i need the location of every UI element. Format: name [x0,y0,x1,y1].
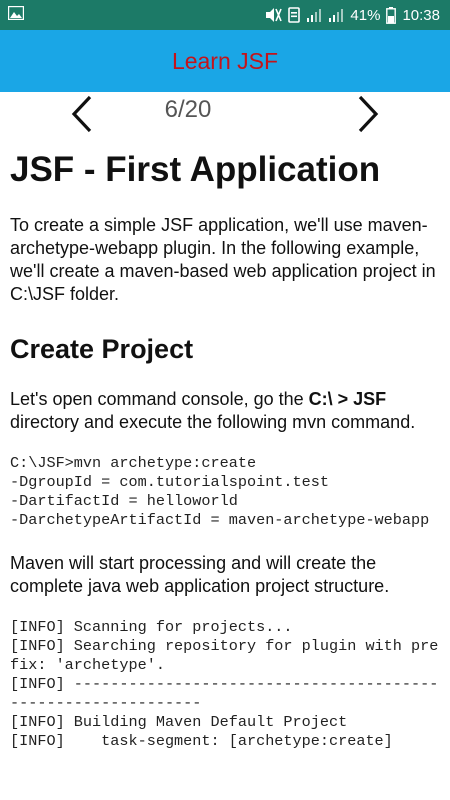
status-bar [0,0,450,30]
console-text-after: directory and execute the following mvn command. [10,412,416,432]
battery-percentage: 41% [350,6,381,24]
signal-icon-2 [328,7,344,23]
clock: 10:38 [402,6,440,24]
mute-icon [264,7,282,23]
next-page-button[interactable] [352,94,384,134]
command-code-block: C:\JSF>mvn archetype:create -DgroupId = com.tutorialspoint.test -DartifactId = helloworld -DarchetypeArtifactId = maven-archetype-webapp [10,454,430,529]
chevron-right-icon [352,94,384,134]
app-title: Learn JSF [171,47,279,74]
section-title: Create Project [10,334,194,364]
signal-icon-1 [306,7,322,23]
chevron-left-icon [66,94,98,134]
console-paragraph [10,388,442,434]
app-bar [0,30,450,92]
article-content[interactable] [10,140,442,800]
previous-page-button[interactable] [66,94,98,134]
maven-paragraph: Maven will start processing and will create the complete java web application project structure. [10,553,390,596]
intro-paragraph: To create a simple JSF application, we'll use maven-archetype-webapp plugin. In the following example, we'll create a maven-based web application project in C:\JSF folder. [10,215,436,304]
console-text-before: Let's open command console, go the [10,389,309,409]
page-counter: 6/20 [164,96,212,123]
battery-icon [386,7,396,24]
pager [0,92,450,134]
console-path: C:\ > JSF [308,389,387,409]
data-saver-icon [288,7,300,23]
output-code-block: [INFO] Scanning for projects... [INFO] Searching repository for plugin with prefix: 'archetype'. [INFO] ------------------------------------------------------------- [INFO] Building Maven Default Project [INFO] task-segment: [archetype:create] [10,618,439,750]
page-title: JSF - First Application [10,150,381,189]
gallery-notification-icon [8,6,24,24]
